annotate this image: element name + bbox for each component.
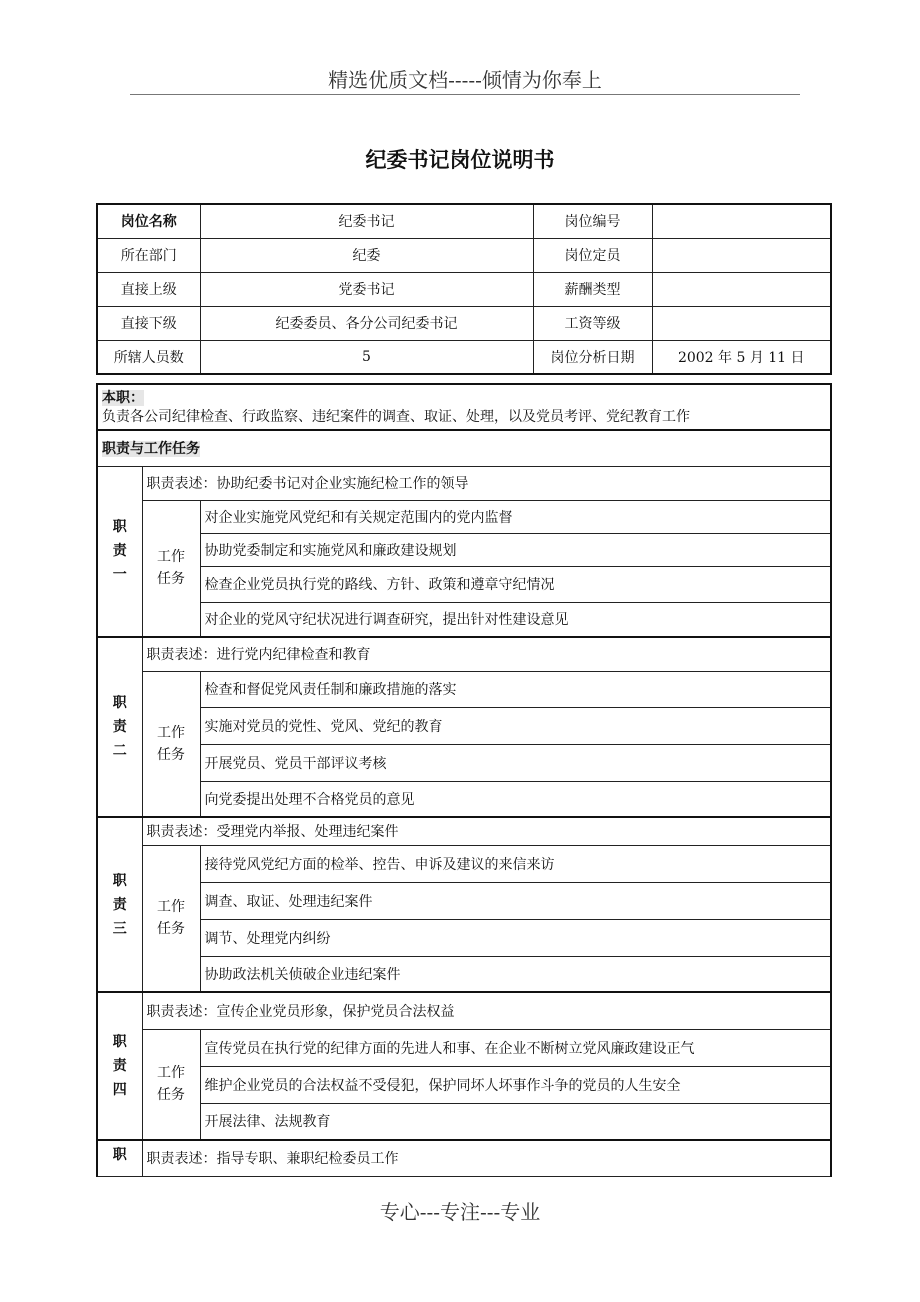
label-headcount: 岗位定员 bbox=[533, 238, 652, 272]
value-headcount bbox=[652, 238, 831, 272]
value-subordinates: 纪委委员、各分公司纪委书记 bbox=[200, 306, 533, 340]
task-row bbox=[97, 919, 831, 956]
task-row bbox=[97, 744, 831, 781]
duties-table bbox=[96, 383, 832, 1177]
duty-1-task: 对企业实施党风党纪和有关规定范围内的党内监督 bbox=[200, 500, 831, 533]
label-position-name: 岗位名称 bbox=[97, 204, 200, 238]
task-row bbox=[97, 1066, 831, 1103]
page-footer: 专心---专注---专业 bbox=[379, 1200, 541, 1224]
duty-row bbox=[97, 1140, 831, 1176]
duty-4-task: 维护企业党员的合法权益不受侵犯，保护同坏人坏事作斗争的党员的人生安全 bbox=[200, 1066, 831, 1103]
info-row bbox=[97, 238, 831, 272]
page-header: 精选优质文档-----倾情为你奉上 bbox=[130, 64, 800, 95]
duty-2-task: 开展党员、党员干部评议考核 bbox=[200, 744, 831, 781]
task-row bbox=[97, 671, 831, 707]
benzhi-label: 本职： bbox=[102, 390, 144, 406]
duty-2-desc: 职责表述：进行党内纪律检查和教育 bbox=[142, 637, 831, 671]
value-position-number bbox=[652, 204, 831, 238]
task-row bbox=[97, 781, 831, 817]
duties-header: 职责与工作任务 bbox=[102, 441, 200, 458]
value-salary-type bbox=[652, 272, 831, 306]
duty-3-label: 职 责 三 bbox=[97, 817, 142, 992]
duty-3-desc: 职责表述：受理党内举报、处理违纪案件 bbox=[142, 817, 831, 845]
label-analysis-date: 岗位分析日期 bbox=[533, 340, 652, 374]
duty-5-desc: 职责表述：指导专职、兼职纪检委员工作 bbox=[142, 1140, 831, 1176]
duty-4-desc: 职责表述：宣传企业党员形象，保护党员合法权益 bbox=[142, 992, 831, 1029]
duty-3-task: 接待党风党纪方面的检举、控告、申诉及建议的来信来访 bbox=[200, 845, 831, 882]
info-row bbox=[97, 340, 831, 374]
duty-2-task: 实施对党员的党性、党风、党纪的教育 bbox=[200, 707, 831, 744]
info-row bbox=[97, 204, 831, 238]
value-staff-count: 5 bbox=[200, 340, 533, 374]
duty-row bbox=[97, 992, 831, 1029]
task-row bbox=[97, 882, 831, 919]
task-row bbox=[97, 845, 831, 882]
duty-2-label: 职 责 二 bbox=[97, 637, 142, 817]
task-row bbox=[97, 707, 831, 744]
label-department: 所在部门 bbox=[97, 238, 200, 272]
duty-4-task: 开展法律、法规教育 bbox=[200, 1103, 831, 1140]
label-wage-grade: 工资等级 bbox=[533, 306, 652, 340]
duties-header-cell bbox=[97, 430, 831, 466]
label-subordinates: 直接下级 bbox=[97, 306, 200, 340]
info-row bbox=[97, 272, 831, 306]
benzhi-text: 负责各公司纪律检查、行政监察、违纪案件的调查、取证、处理，以及党员考评、党纪教育工作 bbox=[102, 409, 690, 425]
task-row bbox=[97, 1103, 831, 1140]
task-row bbox=[97, 533, 831, 566]
duty-1-task: 检查企业党员执行党的路线、方针、政策和遵章守纪情况 bbox=[200, 566, 831, 602]
label-salary-type: 薪酬类型 bbox=[533, 272, 652, 306]
label-position-number: 岗位编号 bbox=[533, 204, 652, 238]
value-department: 纪委 bbox=[200, 238, 533, 272]
duty-5-label: 职 bbox=[97, 1140, 142, 1176]
duty-2-task-label: 工作 任务 bbox=[142, 671, 200, 817]
task-row bbox=[97, 1029, 831, 1066]
duty-row bbox=[97, 817, 831, 845]
duty-1-task: 对企业的党风守纪状况进行调查研究，提出针对性建设意见 bbox=[200, 602, 831, 637]
duty-4-task-label: 工作 任务 bbox=[142, 1029, 200, 1140]
duty-3-task: 协助政法机关侦破企业违纪案件 bbox=[200, 956, 831, 992]
duty-1-task: 协助党委制定和实施党风和廉政建设规划 bbox=[200, 533, 831, 566]
duty-3-task: 调查、取证、处理违纪案件 bbox=[200, 882, 831, 919]
label-superior: 直接上级 bbox=[97, 272, 200, 306]
document-title: 纪委书记岗位说明书 bbox=[365, 148, 555, 172]
value-position-name: 纪委书记 bbox=[200, 204, 533, 238]
duty-3-task-label: 工作 任务 bbox=[142, 845, 200, 992]
duty-1-task-label: 工作 任务 bbox=[142, 500, 200, 637]
benzhi-cell bbox=[97, 384, 831, 430]
duty-1-label: 职 责 一 bbox=[97, 466, 142, 637]
task-row bbox=[97, 956, 831, 992]
duties-header-row bbox=[97, 430, 831, 466]
task-row bbox=[97, 566, 831, 602]
duty-1-desc: 职责表述：协助纪委书记对企业实施纪检工作的领导 bbox=[142, 466, 831, 500]
duty-4-label: 职 责 四 bbox=[97, 992, 142, 1140]
benzhi-row bbox=[97, 384, 831, 430]
duty-4-task: 宣传党员在执行党的纪律方面的先进人和事、在企业不断树立党风廉政建设正气 bbox=[200, 1029, 831, 1066]
info-row bbox=[97, 306, 831, 340]
basic-info-table bbox=[96, 203, 832, 375]
duty-2-task: 检查和督促党风责任制和廉政措施的落实 bbox=[200, 671, 831, 707]
label-staff-count: 所辖人员数 bbox=[97, 340, 200, 374]
duty-row bbox=[97, 637, 831, 671]
duty-2-task: 向党委提出处理不合格党员的意见 bbox=[200, 781, 831, 817]
value-superior: 党委书记 bbox=[200, 272, 533, 306]
value-wage-grade bbox=[652, 306, 831, 340]
duty-row bbox=[97, 466, 831, 500]
duty-3-task: 调节、处理党内纠纷 bbox=[200, 919, 831, 956]
task-row bbox=[97, 602, 831, 637]
task-row bbox=[97, 500, 831, 533]
value-analysis-date: 2002 年 5 月 11 日 bbox=[652, 340, 831, 374]
